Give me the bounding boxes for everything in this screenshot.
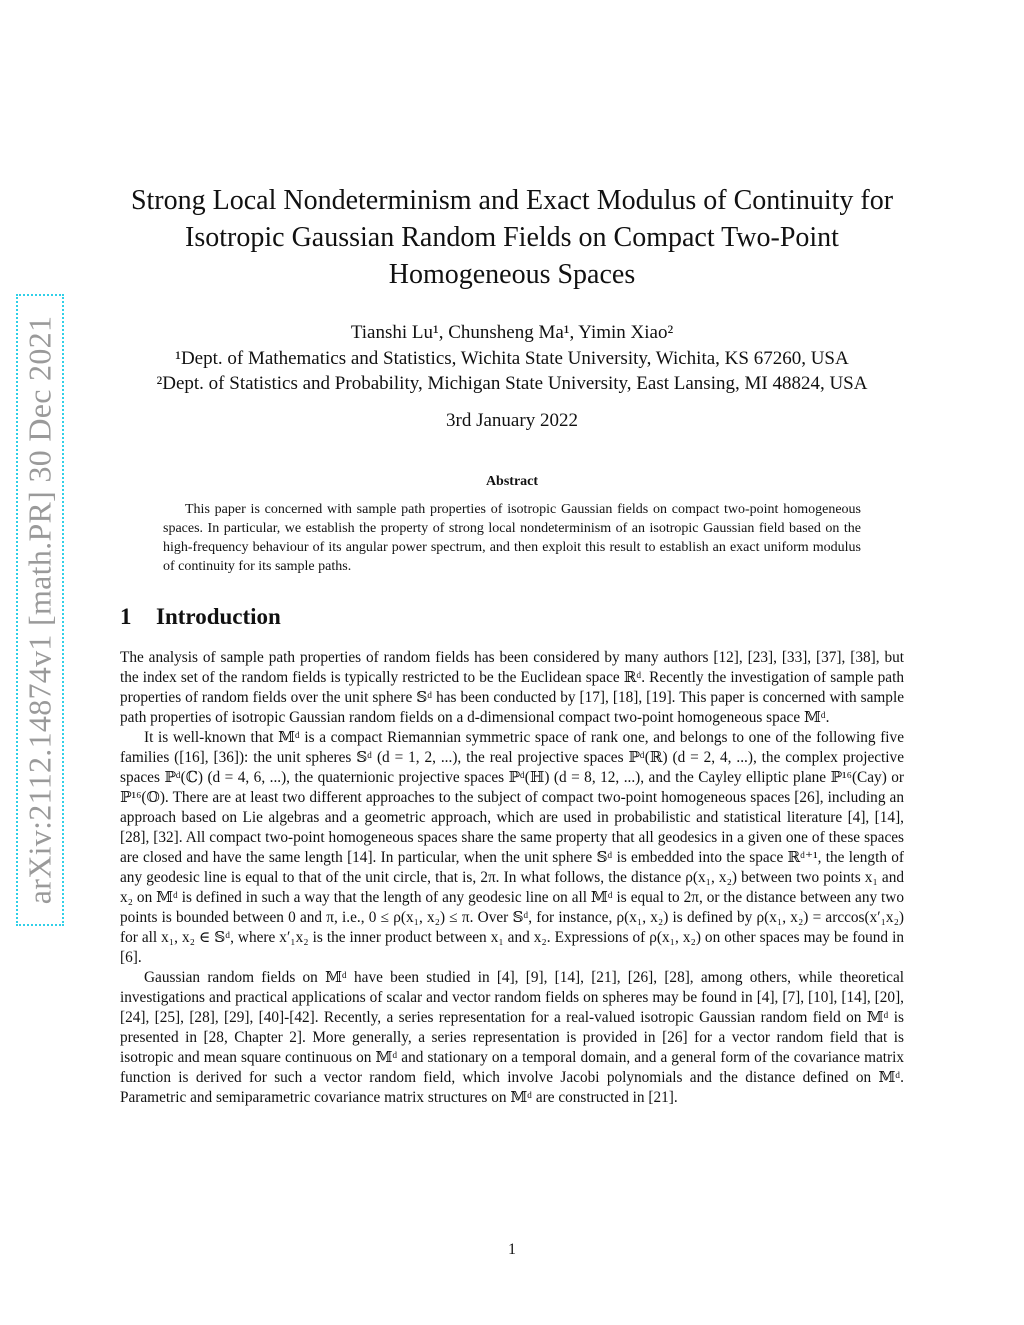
abstract-heading: Abstract bbox=[485, 474, 539, 489]
section-title: Introduction bbox=[156, 604, 281, 629]
abstract-text: This paper is concerned with sample path properties of isotropic Gaussian fields on compact two-point homogeneous spaces. In particular, we establish the property of strong local nondeterminism of an isotropic Gaussian field based on the high-frequency behaviour of its angular power spectrum, and then exploit this result to establish an exact uniform modulus of continuity for its sample paths. bbox=[163, 502, 861, 574]
author-list: Tianshi Lu¹, Chunsheng Ma¹, Yimin Xiao² bbox=[350, 322, 674, 343]
paper-date: 3rd January 2022 bbox=[446, 410, 578, 431]
affiliation-2: ²Dept. of Statistics and Probability, Michigan State University, East Lansing, MI 48824, USA bbox=[156, 373, 868, 394]
section-number: 1 bbox=[120, 604, 132, 629]
section-heading bbox=[120, 604, 281, 630]
paragraph: Gaussian random fields on 𝕄ᵈ have been studied in [4], [9], [14], [21], [26], [28], among others, while theoretical investigations and practical applications of scalar and vector random fields on spheres may be found in [4], [7], [10], [14], [20], [24], [25], [28], [29], [40]-[42]. Recently, a series representation for a real-valued isotropic Gaussian random field on 𝕄ᵈ is presented in [28, Chapter 2]. More generally, a series representation is provided in [26] for a vector random field that is isotropic and mean square continuous on 𝕄ᵈ and stationary on a temporal domain, and a general form of the covariance matrix function is derived for such a vector random field, which involve Jacobi polynomials and the distance defined on 𝕄ᵈ. Parametric and semiparametric covariance matrix structures on 𝕄ᵈ are constructed in [21]. bbox=[120, 969, 904, 1106]
page-number: 1 bbox=[508, 1241, 516, 1258]
arxiv-identifier: arXiv:2112.14874v1 [math.PR] 30 Dec 2021 bbox=[21, 315, 58, 905]
section-body bbox=[120, 648, 904, 1108]
arxiv-side-stamp[interactable] bbox=[12, 290, 68, 930]
paper-title: Strong Local Nondeterminism and Exact Modulus of Continuity for Isotropic Gaussian Random Fields on Compact Two-Point Homogeneous Spaces bbox=[130, 185, 894, 290]
paragraph: The analysis of sample path properties of random fields has been considered by many authors [12], [23], [33], [37], [38], but the index set of the random fields is typically restricted to be the Euclidean space ℝᵈ. Recently the investigation of sample path properties of random fields over the unit sphere 𝕊ᵈ has been conducted by [17], [18], [19]. This paper is concerned with sample path properties of isotropic Gaussian random fields on a d-dimensional compact two-point homogeneous space 𝕄ᵈ. bbox=[120, 649, 904, 726]
paragraph: It is well-known that 𝕄ᵈ is a compact Riemannian symmetric space of rank one, and belongs to one of the following five families ([16], [36]): the unit spheres 𝕊ᵈ (d = 1, 2, ...), the real projective spaces ℙᵈ(ℝ) (d = 2, 4, ...), the complex projective spaces ℙᵈ(ℂ) (d = 4, 6, ...), the quaternionic projective spaces ℙᵈ(ℍ) (d = 8, 12, ...), and the Cayley elliptic plane ℙ¹⁶(Cay) or ℙ¹⁶(𝕆). There are at least two different approaches to the subject of compact two-point homogeneous spaces [26], including an approach based on Lie algebras and a geometric approach, which are used in probabilistic and statistical literature [4], [14], [28], [32]. All compact two-point homogeneous spaces share the same property that all geodesics in a given one of these spaces are closed and have the same length [14]. In particular, when the unit sphere 𝕊ᵈ is embedded into the space ℝᵈ⁺¹, the length of any geodesic line is equal to that of the unit circle, that is, 2π. In what follows, the distance ρ(x₁, x₂) between two points x₁ and x₂ on 𝕄ᵈ is defined in such a way that the length of any geodesic line on all 𝕄ᵈ is equal to 2π, or the distance between any two points is bounded between 0 and π, i.e., 0 ≤ ρ(x₁, x₂) ≤ π. Over 𝕊ᵈ, for instance, ρ(x₁, x₂) is defined by ρ(x₁, x₂) = arccos(x′₁x₂) for all x₁, x₂ ∈ 𝕊ᵈ, where x′₁x₂ is the inner product between x₁ and x₂. Expressions of ρ(x₁, x₂) on other spaces may be found in [6]. bbox=[120, 729, 904, 966]
affiliation-1: ¹Dept. of Mathematics and Statistics, Wichita State University, Wichita, KS 67260, USA bbox=[175, 348, 849, 369]
